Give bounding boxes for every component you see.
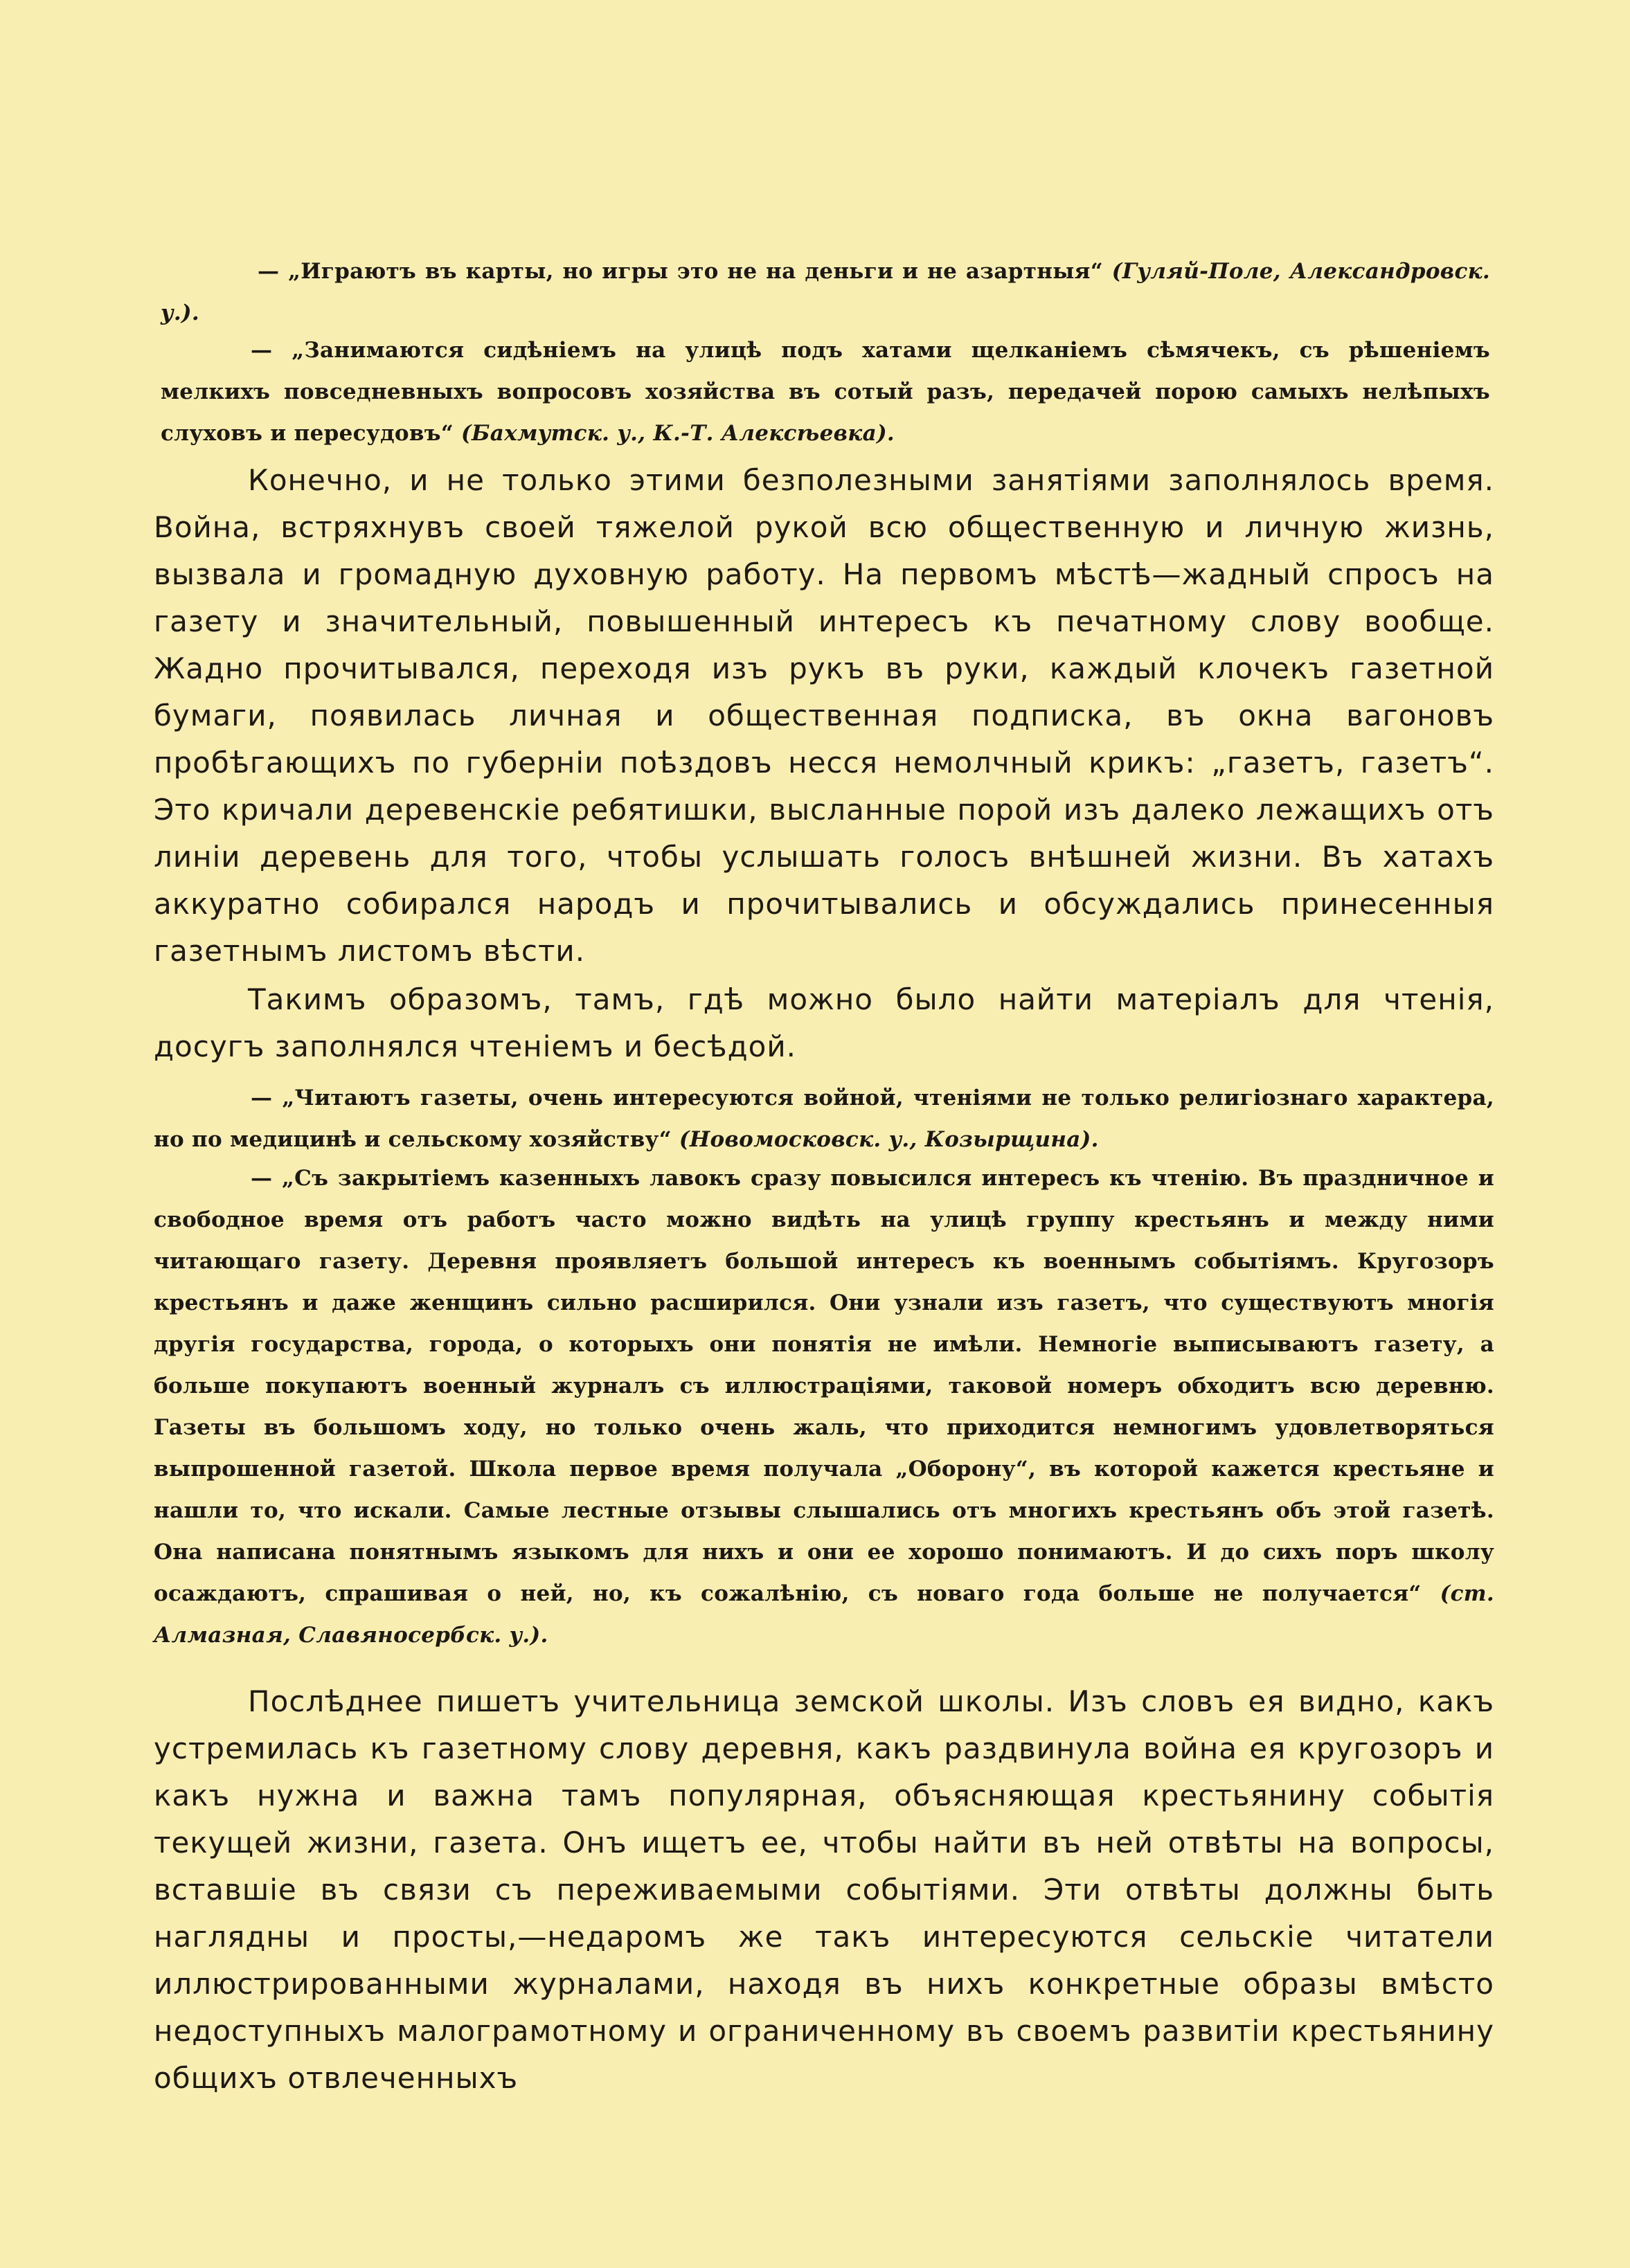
quote-source: (Бахмутск. у., К.-Т. Алексѣевка). [461,421,895,446]
quote-text: — „Занимаются сидѣніемъ на улицѣ подъ хатами щелканіемъ сѣмячекъ, съ рѣшеніемъ мелкихъ повседневныхъ вопросовъ хозяйства въ сотый разъ, передачей порою самыхъ нелѣпыхъ слуховъ и пересудовъ“ [161,338,1490,446]
quote-block [154,1158,1494,1656]
body-paragraph: Такимъ образомъ, тамъ, гдѣ можно было найти матеріалъ для чтенія, досугъ заполнялся чтеніемъ и бесѣдой. [154,982,1494,1063]
quote-source: (ст. Алмазная, Славяносербск. у.). [154,1581,1494,1648]
body-paragraph: Конечно, и не только этими безполезными занятіями заполнялось время. Война, встряхнувъ своей тяжелой рукой всю общественную и личную жизнь, вызвала и громадную духовную работу. На первомъ мѣстѣ—жадный спросъ на газету и значительный, повышенный интересъ къ печатному слову вообще. Жадно прочитывался, переходя изъ рукъ въ руки, каждый клочекъ газетной бумаги, появилась личная и общественная подписка, въ окна вагоновъ пробѣгающихъ по губерніи поѣздовъ несся немолчный крикъ: „газетъ, газетъ“. Это кричали деревенскіе ребятишки, высланные порой изъ далеко лежащихъ отъ линіи деревень для того, чтобы услышать голосъ внѣшней жизни. Въ хатахъ аккуратно собирался народъ и прочитывались и обсуждались принесенныя газетнымъ листомъ вѣсти. [154,463,1494,968]
quote-source: (Гуляй-Поле, Александровск. у.). [161,259,1491,325]
quote-text: — „Съ закрытіемъ казенныхъ лавокъ сразу повысился интересъ къ чтенію. Въ праздничное и свободное время отъ работъ часто можно видѣть на улицѣ группу крестьянъ и между ними читающаго газету. Деревня проявляетъ большой интересъ къ военнымъ событіямъ. Кругозоръ крестьянъ и даже женщинъ сильно расширился. Они узнали изъ газетъ, что существуютъ многія другія государства, города, о которыхъ они понятія не имѣли. Немногіе выписываютъ газету, а больше покупаютъ военный журналъ съ иллюстраціями, таковой номеръ обходитъ всю деревню. Газеты въ большомъ ходу, но только очень жаль, что приходится немногимъ удовлетворяться выпрошенной газетой. Школа первое время получала „Оборону“, въ которой кажется крестьяне и нашли то, что искали. Самые лестные отзывы слышались отъ многихъ крестьянъ объ этой газетѣ. Она написана понятнымъ языкомъ для нихъ и они ее хорошо понимаютъ. И до сихъ поръ школу осаждаютъ, спрашивая о ней, но, къ сожалѣнію, съ новаго года больше не получается“ [154,1166,1494,1606]
quote-block [161,251,1490,334]
quote-source: (Новомосковск. у., Козырщина). [679,1127,1099,1152]
quote-block [154,1077,1494,1160]
quote-text: — „Читаютъ газеты, очень интересуются войной, чтеніями не только религіознаго характера, но по медицинѣ и сельскому хозяйству“ [154,1086,1494,1152]
body-paragraph: Послѣднее пишетъ учительница земской школы. Изъ словъ ея видно, какъ устремилась къ газетному слову деревня, какъ раздвинула война ея кругозоръ и какъ нужна и важна тамъ популярная, объясняющая крестьянину событія текущей жизни, газета. Онъ ищетъ ее, чтобы найти въ ней отвѣты на вопросы, вставшіе въ связи съ переживаемыми событіями. Эти отвѣты должны быть наглядны и просты,—недаромъ же такъ интересуются сельскіе читатели иллюстрированными журналами, находя въ нихъ конкретные образы вмѣсто недоступныхъ малограмотному и ограниченному въ своемъ развитіи крестьянину общихъ отвлеченныхъ [154,1684,1494,2095]
quote-block [161,330,1490,454]
quote-text: — „Играютъ въ карты, но игры это не на деньги и не азартныя“ [258,259,1103,284]
